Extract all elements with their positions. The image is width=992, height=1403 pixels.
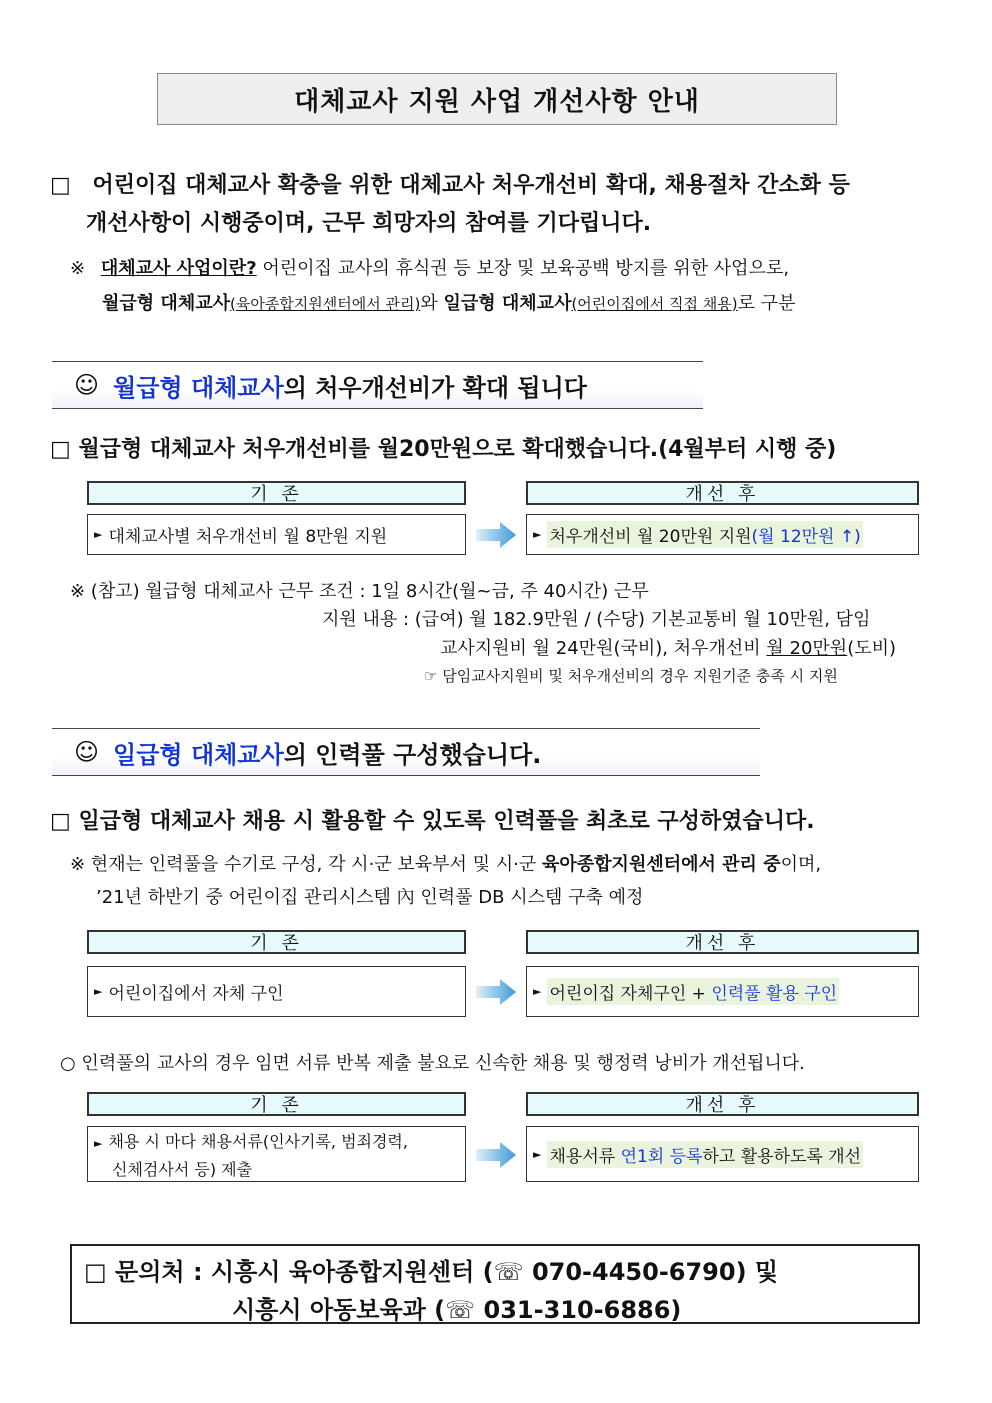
before-line-1: 채용 시 마다 채용서류(인사기록, 범죄경력, <box>108 1132 408 1151</box>
before-text: 어린이집에서 자체 구인 <box>108 984 284 1004</box>
ref-line-2: 지원 내용 : (급여) 월 182.9만원 / (수당) 기본교통비 월 10만원, 담임 <box>322 609 871 630</box>
conj: 와 <box>420 293 444 314</box>
section2-note-2: ’21년 하반기 중 어린이집 관리시스템 內 인력풀 DB 시스템 구축 예정 <box>96 887 644 908</box>
before-cell <box>87 514 466 555</box>
after-cell <box>526 966 919 1017</box>
note1-a: ※ 현재는 인력풀을 수기로 구성, 각 시·군 보육부서 및 시·군 <box>70 854 542 875</box>
after-cell <box>526 514 919 555</box>
contact-line-1: □ 문의처 : 시흥시 육아종합지원센터 (☏ 070-4450-6790) 및 <box>84 1258 779 1286</box>
after-highlight <box>547 521 862 548</box>
note1-c: 이며, <box>780 854 822 875</box>
arrow-right-icon <box>476 522 516 548</box>
circle-line: ○ 인력풀의 교사의 경우 임면 서류 반복 제출 불요로 신속한 채용 및 행정력 낭비가 개선됩니다. <box>60 1053 805 1074</box>
arrow-right-icon <box>476 1142 516 1168</box>
ref3-a: 교사지원비 월 24만원(국비), 처우개선비 <box>440 638 767 659</box>
section1-bullet: □ 월급형 대체교사 처우개선비를 월20만원으로 확대했습니다.(4월부터 시행 중) <box>50 437 837 462</box>
monthly-manager: (육아종합지원센터에서 관리) <box>229 295 421 313</box>
section2-note-1 <box>70 850 821 876</box>
ref-line-1: ※ (참고) 월급형 대체교사 근무 조건 : 1일 8시간(월~금, 주 40시간) 근무 <box>70 581 649 602</box>
page-title: 대체교사 지원 사업 개선사항 안내 <box>157 73 837 125</box>
note1-b: 육아종합지원센터에서 관리 중 <box>542 854 781 875</box>
section2-head-rest: 의 인력풀 구성했습니다. <box>283 740 542 769</box>
after-pool: 인력풀 활용 구인 <box>711 984 838 1004</box>
intro-line-1 <box>50 168 850 199</box>
after-text: 처우개선비 월 20만원 지원 <box>549 527 752 547</box>
ref-line-3 <box>440 634 896 660</box>
after-cell <box>526 1126 919 1182</box>
note-text-1: 어린이집 교사의 휴식권 등 보장 및 보육공백 방지를 위한 사업으로, <box>256 258 790 279</box>
arrow-right-icon <box>476 979 516 1005</box>
section2-bullet: □ 일급형 대체교사 채용 시 활용할 수 있도록 인력풀을 최초로 구성하였습니다. <box>50 809 815 834</box>
after-increase: (월 12만원 ↑) <box>751 527 861 547</box>
triangle-icon: ► <box>533 528 542 541</box>
after-c: 하고 활용하도록 개선 <box>702 1146 862 1167</box>
before-header: 기 존 <box>87 1092 466 1116</box>
before-cell <box>87 966 466 1017</box>
intro-note-line-1 <box>70 254 789 280</box>
daily-term: 일급형 대체교사 <box>443 293 572 314</box>
after-a: 채용서류 <box>549 1146 621 1167</box>
intro-note-line-2 <box>102 289 796 315</box>
ref-line-4: ☞ 담임교사지원비 및 처우개선비의 경우 지원기준 충족 시 지원 <box>424 667 838 685</box>
ref3-c: (도비) <box>847 638 897 659</box>
note-end: 로 구분 <box>737 293 796 314</box>
section2-header <box>52 728 760 776</box>
ref3-b: 월 20만원 <box>766 638 848 659</box>
section1-head-blue: 월급형 대체교사 <box>113 373 284 402</box>
triangle-icon: ► <box>94 985 103 998</box>
before-header: 기 존 <box>87 930 466 954</box>
triangle-icon: ► <box>533 985 542 998</box>
section2-head-blue: 일급형 대체교사 <box>113 740 284 769</box>
after-header: 개선 후 <box>526 930 919 954</box>
intro-bullet: □ <box>50 173 71 198</box>
before-text: 대체교사별 처우개선비 월 8만원 지원 <box>108 527 388 547</box>
after-highlight <box>547 1141 863 1168</box>
contact-line-2: 시흥시 아동보육과 (☏ 031-310-6886) <box>232 1296 682 1324</box>
before-cell <box>87 1126 466 1182</box>
daily-manager: (어린이집에서 직접 채용) <box>571 295 738 313</box>
note-mark: ※ <box>70 258 86 279</box>
triangle-icon: ► <box>533 1147 542 1161</box>
before-line-2: 신체검사서 등) 제출 <box>112 1160 253 1179</box>
intro-line-2: 개선사항이 시행중이며, 근무 희망자의 참여를 기다립니다. <box>86 211 652 236</box>
before-header: 기 존 <box>87 481 466 505</box>
note-term: 대체교사 사업이란? <box>100 258 257 279</box>
intro-text-1: 어린이집 대체교사 확충을 위한 대체교사 처우개선비 확대, 채용절차 간소화 등 <box>92 173 850 198</box>
triangle-icon: ► <box>94 1137 103 1150</box>
after-b: 연1회 등록 <box>620 1146 703 1167</box>
after-text: 어린이집 자체구인 + <box>549 984 712 1004</box>
after-header: 개선 후 <box>526 1092 919 1116</box>
contact-box <box>70 1244 920 1324</box>
monthly-term: 월급형 대체교사 <box>102 293 230 314</box>
after-header: 개선 후 <box>526 481 919 505</box>
after-highlight <box>547 978 839 1005</box>
smile-icon: ☺ <box>74 371 100 399</box>
triangle-icon: ► <box>94 528 103 541</box>
smile-icon: ☺ <box>74 738 100 766</box>
section1-header <box>52 361 703 409</box>
section1-head-rest: 의 처우개선비가 확대 됩니다 <box>283 373 587 402</box>
